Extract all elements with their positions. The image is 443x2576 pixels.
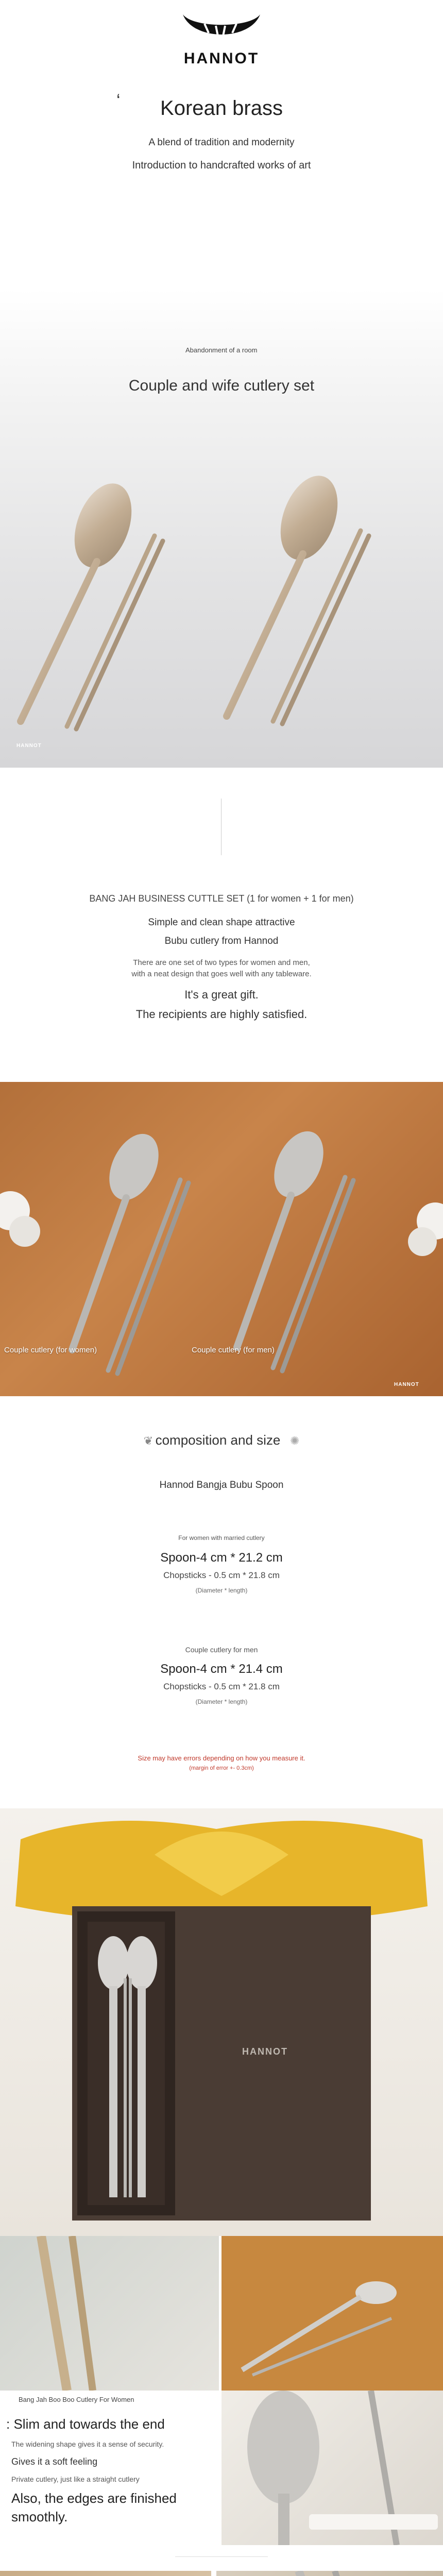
business-line-3: There are one set of two types for women and men, (133, 958, 310, 967)
composition-subtitle: Hannod Bangja Bubu Spoon (159, 1480, 284, 1490)
photo-watermark: HANNOT (16, 743, 42, 749)
photo-watermark-2: HANNOT (394, 1382, 419, 1387)
women-chopsticks: Chopsticks - 0.5 cm * 21.8 cm (163, 1570, 280, 1580)
women-line-1: The widening shape gives it a sense of security. (11, 2440, 164, 2448)
logo-mark-icon (173, 10, 270, 50)
giftbox-logo: HANNOT (242, 2046, 288, 2057)
women-note: (Diameter * length) (195, 1587, 248, 1594)
intro-line-1: A blend of tradition and modernity (148, 137, 295, 148)
sparkle-icon: ✺ (289, 1434, 300, 1447)
business-line-2: Bubu cutlery from Hannod (164, 936, 279, 946)
business-line-6: The recipients are highly satisfied. (135, 1008, 308, 1021)
men-note: (Diameter * length) (195, 1698, 248, 1705)
women-heading-text: Slim and towards the end (13, 2416, 165, 2432)
caption-women: Couple cutlery (for women) (4, 1346, 97, 1354)
men-spoon: Spoon-4 cm * 21.4 cm (160, 1662, 283, 1676)
composition-heading: composition and size (155, 1432, 281, 1448)
men-detail-section (0, 2571, 443, 2576)
separator-mark: : (6, 2416, 14, 2432)
women-label: For women with married cutlery (178, 1534, 265, 1541)
women-line-5: smoothly. (11, 2509, 68, 2524)
vertical-divider (221, 799, 222, 855)
business-section (0, 768, 443, 1082)
giftbox-photo (0, 1808, 443, 2236)
heading-row (0, 1432, 443, 1448)
women-line-2: Gives it a soft feeling (11, 2456, 98, 2467)
composition-section (0, 1396, 443, 1808)
section-divider (175, 2556, 268, 2557)
pair-photo-section (0, 1082, 443, 1396)
couple-set-section (0, 289, 443, 768)
intro-quote-mark: ‘ (116, 91, 121, 110)
women-spoon: Spoon-4 cm * 21.2 cm (160, 1551, 283, 1565)
men-label: Couple cutlery for men (185, 1646, 258, 1654)
women-line-3: Private cutlery, just like a straight cutlery (11, 2475, 140, 2483)
intro-title: Korean brass (160, 97, 283, 120)
set-title: Couple and wife cutlery set (128, 377, 315, 394)
women-heading (6, 2416, 165, 2432)
business-title: BANG JAH BUSINESS CUTTLE SET (1 for women + 1 for men) (89, 893, 354, 904)
brand-name: HANNOT (183, 50, 260, 67)
women-photo-right (222, 2236, 443, 2391)
intro-line-2: Introduction to handcrafted works of art (132, 160, 311, 171)
women-detail-section (0, 2236, 443, 2571)
women-label: Bang Jah Boo Boo Cutlery For Women (19, 2396, 134, 2403)
leaf-icon: ❦ (143, 1434, 154, 1447)
header-section (0, 0, 443, 289)
women-photo-left (0, 2236, 219, 2391)
giftbox-section (0, 1808, 443, 2236)
men-photo-top-left (0, 2571, 211, 2576)
size-warning-margin: (margin of error +- 0.3cm) (189, 1765, 254, 1771)
women-photo-bottom (222, 2391, 443, 2545)
men-chopsticks: Chopsticks - 0.5 cm * 21.8 cm (163, 1682, 280, 1691)
women-line-4: Also, the edges are finished (11, 2490, 177, 2506)
cutlery-photo-1 (0, 459, 443, 768)
caption-men: Couple cutlery (for men) (192, 1346, 275, 1354)
size-warning: Size may have errors depending on how you measure it. (138, 1754, 305, 1762)
men-photo-top-right (216, 2571, 443, 2576)
business-line-1: Simple and clean shape attractive (148, 917, 295, 928)
business-line-5: It's a great gift. (184, 988, 259, 1001)
small-label: Abandonment of a room (185, 346, 258, 354)
business-line-4: with a neat design that goes well with any tableware. (131, 970, 312, 978)
brand-logo[interactable] (173, 10, 270, 71)
